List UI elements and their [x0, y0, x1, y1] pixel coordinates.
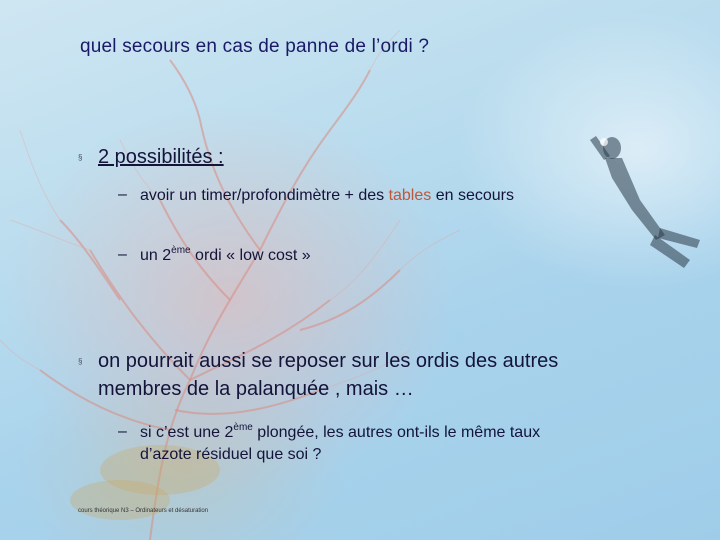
sub-text: plongée, les autres ont-ils le même taux	[252, 424, 541, 441]
dash-marker: –	[118, 186, 127, 203]
slide-footer: cours théorique N3 – Ordinateurs et désaturation	[78, 508, 209, 514]
bullet-2-line-2: membres de la palanquée , mais …	[98, 378, 414, 400]
sub-text: avoir un timer/profondimètre + des	[140, 187, 389, 204]
dash-marker: –	[118, 423, 127, 440]
superscript: ème	[233, 422, 253, 433]
slide-title: quel secours en cas de panne de l’ordi ?	[80, 36, 430, 57]
bullet-1-text: 2 possibilités :	[98, 146, 224, 168]
highlight-text: tables	[388, 187, 432, 204]
superscript: ème	[171, 245, 191, 256]
sub-text: un 2	[140, 247, 172, 264]
bullet-marker: §	[78, 357, 83, 366]
sub-bullet-2-1	[140, 422, 540, 444]
sub-bullet-1-1	[140, 185, 514, 207]
diver-icon	[590, 136, 700, 268]
bullet-2-line-1: on pourrait aussi se reposer sur les ordis des autres	[98, 350, 559, 372]
sub-text: ordi « low cost »	[190, 247, 311, 264]
dash-marker: –	[118, 246, 127, 263]
bullet-marker: §	[78, 153, 83, 162]
sub-text: en secours	[431, 187, 514, 204]
sub-text: si c’est une 2	[140, 424, 234, 441]
sub-bullet-1-2	[140, 245, 311, 267]
sub-bullet-2-1-line-2: d’azote résiduel que soi ?	[140, 446, 322, 463]
